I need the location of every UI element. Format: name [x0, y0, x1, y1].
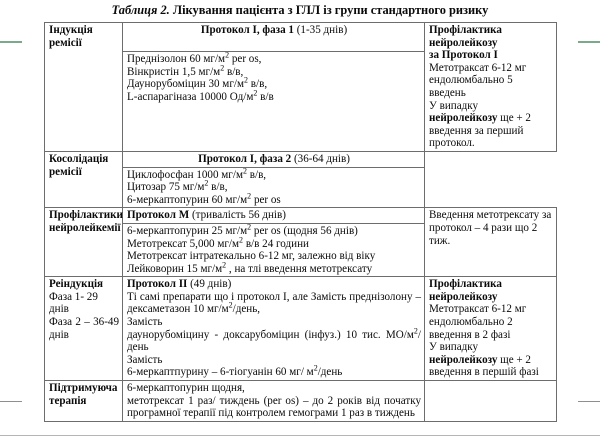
prophylaxis-note-line-2: ендолюмбально 5 — [429, 74, 513, 87]
drug-route-7: рer os — [253, 193, 281, 206]
stage-label-consolidation-1: Косолідація — [49, 152, 109, 165]
stage-cell-reinduction — [45, 277, 123, 381]
drug-name-cytosar: Цитозар — [127, 181, 167, 194]
drug-name-vincristine: Вінкристін — [127, 65, 180, 78]
drug-exp-5: 2 — [242, 165, 247, 175]
table-row — [45, 23, 557, 52]
ri-sup-5: 2 — [313, 363, 318, 373]
drug-dose-mercaptopurine-1: 60 мг/м — [211, 193, 248, 206]
pm-1b: рer os (щодня 56 днів) — [251, 224, 358, 237]
prophylaxis-note-line-5 — [429, 112, 553, 125]
drug-exp-2: 2 — [220, 63, 225, 73]
stage-sub-reinduction-2: Фаза 2 – 36-49 днів — [49, 316, 119, 341]
prophylaxis-note-line-1: Метотраксат 6-12 мг — [429, 61, 527, 74]
drug-line-1 — [127, 50, 421, 66]
drug-name-asparaginase: L-аспарагіназа — [127, 90, 197, 103]
drug-dose-asparaginase: 10000 Од/м — [199, 90, 254, 103]
caption-text: Лікування пацієнта з ГЛЛ із групи стандартного ризику — [172, 3, 489, 17]
prophylaxis-ri-line-4: ендолюмбально 2 — [429, 316, 513, 329]
protocol-duration-induction: (1-35 днів) — [296, 24, 348, 36]
prophylaxis-title-ri-2: нейролейкозу — [429, 290, 498, 303]
left-lower-rule — [0, 401, 22, 402]
maintenance-body — [123, 381, 425, 422]
table-caption — [0, 3, 600, 18]
maintenance-line-1: 6-меркаптопурин щодня, — [127, 382, 245, 395]
stage-label-induction-1: Індукція — [49, 24, 93, 36]
ri-1a: Ті самі препарати що і протокол I, але Замість преднізолону – дексаметазон 10 мг/м — [127, 290, 421, 316]
protocol-duration-m: (тривалість 56 днів) — [191, 209, 286, 222]
drug-route-4: в/в — [260, 90, 274, 103]
drug-exp-7: 2 — [247, 191, 252, 201]
maintenance-line-2: метотрексат 1 раз/ тиждень (рer os) – до 2 років від початку програмної терапії під контролем гемограми 1 раз в тиждень — [127, 394, 421, 420]
prophylaxis-ri-line-3: Метотраксат 6-12 мг — [429, 303, 527, 316]
reinduction-line-2: Замість — [127, 316, 163, 329]
drug-list-consolidation — [123, 167, 425, 208]
pm-2b: в/в 24 години — [243, 237, 309, 250]
drug-line-6 — [127, 178, 421, 194]
prophylaxis-ri-line-7-rest: ще + 2 — [497, 353, 531, 366]
protocol-duration-ii: (49 днів) — [190, 278, 232, 291]
prophylaxis-ri-line-7 — [429, 354, 553, 367]
protocol-duration-consolidation: (36-64 днів) — [293, 152, 350, 165]
stage-label-maintenance-1: Підтримуюча — [49, 382, 118, 395]
drug-name-daunorubicin: Даунорубоміцин — [127, 78, 206, 91]
prophylaxis-note-line-5-rest: ще + 2 — [497, 112, 531, 125]
page-bottom-rule — [0, 435, 600, 436]
prophylaxis-ri-line-6: У випадку — [429, 341, 479, 354]
keyword-neuroleukosis-1: нейролейкозу — [429, 112, 498, 125]
reinduction-line-1 — [127, 291, 421, 316]
stage-label-consolidation-2: ремісії — [49, 165, 82, 178]
pm-sup-2: 2 — [239, 234, 244, 244]
left-edge-marker — [0, 41, 22, 43]
protocol-m-line-2 — [127, 234, 421, 251]
drug-route-2: в/в, — [226, 65, 244, 78]
prophylaxis-cell-maintenance — [425, 381, 557, 422]
stage-label-reinduction: Реіндукція — [49, 278, 104, 291]
protocol-m-line-4 — [127, 260, 421, 276]
pm-4a: Лейковорин 15 мг/м — [127, 262, 223, 275]
pm-1a: 6-меркаптопурин 25 мг/м — [127, 224, 248, 237]
drug-dose-vincristine: 1,5 мг/м — [181, 65, 221, 78]
stage-label-induction-2: ремісії — [49, 36, 82, 49]
protocol-title-induction: Протокол I, фаза 1 — [200, 24, 294, 36]
ri-3a: даунорубоміцину - доксарубоміцин (інфуз.) 10 тис. МО/м — [127, 328, 414, 341]
right-lower-rule — [578, 401, 600, 402]
drug-route-5: в/в, — [249, 168, 267, 181]
protocol-header-consolidation — [123, 151, 425, 167]
table-row — [45, 277, 557, 381]
stage-label-neuroleukemia-1: Профілактики — [49, 209, 123, 222]
prophylaxis-title-line-1: Профілактика — [429, 24, 502, 36]
drug-line-5 — [127, 165, 421, 182]
ri-sup-3: 2 — [413, 325, 418, 335]
protocol-title-m: Протокол М — [127, 209, 190, 222]
prophylaxis-title-ri-1: Профілактика — [429, 278, 502, 291]
ri-3b: /день — [127, 328, 421, 354]
prophylaxis-note-line-6: введення за перший — [429, 124, 524, 137]
prophylaxis-ri-line-8: введення в першій фазі — [429, 366, 539, 379]
ri-1b: /день, — [232, 303, 261, 316]
table-row — [45, 381, 557, 422]
drug-exp-4: 2 — [253, 88, 258, 98]
drug-line-3 — [127, 75, 421, 91]
ri-5b: /день — [317, 366, 343, 379]
drug-dose-cytosar: 75 мг/м — [168, 181, 205, 194]
stage-label-neuroleukemia-2: нейролейкемії — [49, 221, 121, 234]
pm-4b: , на тлі введення метотрексату — [226, 262, 373, 275]
drug-dose-daunorubicin: 30 мг/м — [208, 78, 244, 91]
drug-route-6: в/в, — [211, 181, 228, 194]
drug-exp-1: 2 — [225, 50, 230, 60]
drug-route-1: рer os, — [231, 53, 262, 66]
protocol-cell-reinduction — [123, 277, 425, 381]
prophylaxis-title-line-3: за Протокол I — [429, 49, 498, 62]
stage-cell-maintenance — [45, 381, 123, 422]
protocol-header-induction — [123, 23, 425, 52]
reinduction-line-4: Замість — [127, 353, 163, 366]
right-edge-marker — [578, 41, 600, 43]
reinduction-line-3 — [127, 325, 421, 354]
protocol-title-consolidation: Протокол I, фаза 2 — [198, 152, 292, 165]
drug-dose-cyclophosphamide: 1000 мг/м — [196, 168, 243, 181]
drug-name-mercaptopurine-1: 6-меркаптопурин — [127, 193, 209, 206]
drug-list-induction — [123, 52, 425, 152]
prophylaxis-cell-induction — [425, 23, 557, 152]
reinduction-line-5 — [127, 363, 421, 379]
stage-label-maintenance-2: терапія — [49, 394, 87, 407]
table-row — [45, 151, 557, 167]
pm-2a: Метотрексат 5,000 мг/м — [127, 237, 240, 250]
prophylaxis-note-m: Введення метотрексату за протокол – 4 рази що 2 тиж. — [429, 209, 552, 247]
ri-sup-1: 2 — [228, 300, 233, 310]
stage-cell-neuroleukemia — [45, 208, 123, 277]
stage-cell-induction — [45, 23, 123, 152]
protocol-m-line-3: Метотрексат інтратекально 6-12 мг, залежно від віку — [127, 250, 376, 263]
protocol-title-ii: Протокол II — [127, 278, 188, 291]
drug-route-3: в/в, — [250, 78, 268, 91]
caption-label: Таблиця 2. — [111, 3, 170, 17]
prophylaxis-note-line-7: протокол. — [429, 137, 475, 150]
drug-line-7 — [127, 191, 421, 207]
treatment-protocol-table — [44, 22, 557, 422]
pm-sup-4: 2 — [222, 260, 227, 269]
prophylaxis-cell-neuroleukemia — [425, 208, 557, 277]
prophylaxis-title-line-2: нейролейкозу — [429, 36, 498, 49]
stage-cell-consolidation — [45, 151, 123, 207]
pm-sup-1: 2 — [247, 222, 252, 232]
prophylaxis-cell-reinduction — [425, 277, 557, 381]
drug-exp-6: 2 — [204, 178, 209, 188]
prophylaxis-note-line-3: введень — [429, 86, 466, 99]
drug-line-2 — [127, 63, 421, 79]
protocol-header-m — [123, 208, 425, 224]
drug-line-4 — [127, 88, 421, 104]
drug-exp-3: 2 — [243, 75, 248, 85]
keyword-neuroleukosis-2: нейролейкозу — [429, 353, 498, 366]
protocol-m-line-1 — [127, 222, 421, 238]
drug-dose-prednisolone: 60 мг/м — [189, 53, 226, 66]
stage-sub-reinduction-1: Фаза 1- 29 днів — [49, 290, 98, 316]
ri-5a: 6-меркаптпурину – 6-тіогуанін 60 мг/ м — [127, 366, 314, 379]
prophylaxis-ri-line-5: введення в 2 фазі — [429, 328, 511, 341]
drug-name-cyclophosphamide: Циклофосфан — [127, 168, 194, 181]
drug-list-protocol-m — [123, 223, 425, 276]
table-row — [45, 208, 557, 224]
prophylaxis-note-line-4: У випадку — [429, 99, 479, 112]
drug-name-prednisolone: Преднізолон — [127, 53, 187, 66]
protocol-header-ii — [127, 278, 421, 291]
